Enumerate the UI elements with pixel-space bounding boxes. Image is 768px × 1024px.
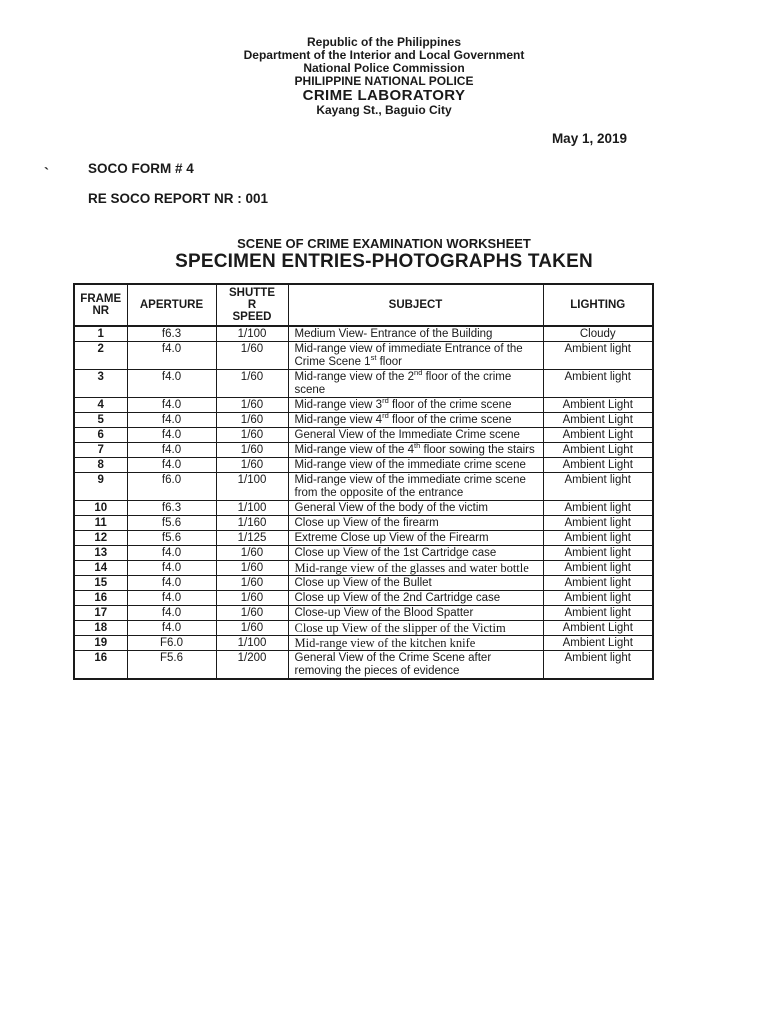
- lighting-cell: Ambient light: [543, 501, 653, 516]
- frame-cell: 11: [74, 516, 127, 531]
- table-row: [74, 531, 653, 546]
- subject-text: Mid-range view of the glasses and water bottle: [294, 560, 529, 575]
- subject-text: Close up View of the Bullet: [294, 576, 432, 589]
- subject-text: Close up View of the 1st Cartridge case: [294, 546, 497, 559]
- lighting-cell: Ambient light: [543, 531, 653, 546]
- table-row: [74, 561, 653, 576]
- shutter-cell: 1/60: [216, 443, 288, 458]
- subject-cell: [288, 443, 543, 458]
- frame-cell: 9: [74, 473, 127, 501]
- aperture-cell: f4.0: [127, 413, 216, 428]
- aperture-cell: f4.0: [127, 342, 216, 370]
- shutter-cell: 1/60: [216, 370, 288, 398]
- shutter-cell: 1/60: [216, 621, 288, 636]
- subject-text: floor of the crime scene: [294, 370, 512, 396]
- lighting-cell: Ambient Light: [543, 443, 653, 458]
- lighting-cell: Cloudy: [543, 326, 653, 342]
- frame-cell: 15: [74, 576, 127, 591]
- shutter-cell: 1/60: [216, 413, 288, 428]
- subject-text: Medium View- Entrance of the Building: [294, 327, 493, 340]
- shutter-cell: 1/60: [216, 428, 288, 443]
- aperture-cell: f5.6: [127, 531, 216, 546]
- ordinal-superscript: nd: [414, 369, 423, 377]
- frame-cell: 16: [74, 651, 127, 680]
- subject-cell: [288, 621, 543, 636]
- lighting-cell: Ambient light: [543, 591, 653, 606]
- frame-cell: 19: [74, 636, 127, 651]
- subject-cell: [288, 473, 543, 501]
- subject-cell: [288, 546, 543, 561]
- subject-cell: [288, 531, 543, 546]
- subject-text: Mid-range view of the 2: [294, 370, 415, 383]
- subject-cell: [288, 591, 543, 606]
- shutter-cell: 1/60: [216, 606, 288, 621]
- letterhead-line: Republic of the Philippines: [306, 35, 461, 49]
- table-row: [74, 636, 653, 651]
- letterhead-line: CRIME LABORATORY: [302, 87, 466, 104]
- subject-text: Mid-range view 4: [294, 413, 383, 426]
- aperture-cell: F6.0: [127, 636, 216, 651]
- subject-cell: [288, 458, 543, 473]
- subject-cell: [288, 370, 543, 398]
- subject-text: Close up View of the slipper of the Victim: [294, 620, 506, 635]
- subject-cell: [288, 342, 543, 370]
- aperture-cell: f6.3: [127, 501, 216, 516]
- lighting-cell: Ambient Light: [543, 398, 653, 413]
- aperture-cell: f4.0: [127, 546, 216, 561]
- table-row: [74, 621, 653, 636]
- frame-cell: 8: [74, 458, 127, 473]
- shutter-cell: 1/60: [216, 342, 288, 370]
- table-row: [74, 546, 653, 561]
- subject-text: General View of the body of the victim: [294, 501, 488, 514]
- frame-cell: 13: [74, 546, 127, 561]
- date: May 1, 2019: [551, 131, 627, 146]
- subject-cell: [288, 636, 543, 651]
- ordinal-superscript: th: [414, 442, 421, 450]
- subject-text: floor: [376, 355, 402, 368]
- shutter-cell: 1/125: [216, 531, 288, 546]
- table-row: [74, 342, 653, 370]
- letterhead-line: Kayang St., Baguio City: [316, 103, 452, 117]
- ordinal-superscript: rd: [382, 412, 389, 420]
- subject-cell: [288, 516, 543, 531]
- subject-text: General View of the Crime Scene after removing the pieces of evidence: [294, 651, 492, 677]
- subject-cell: [288, 413, 543, 428]
- subject-text: floor of the crime scene: [388, 413, 512, 426]
- photographs-table: [73, 283, 654, 680]
- subject-text: Mid-range view of the immediate crime scene: [294, 458, 526, 471]
- worksheet-title: SCENE OF CRIME EXAMINATION WORKSHEET: [237, 236, 531, 251]
- column-header-lighting: LIGHTING: [543, 284, 653, 326]
- shutter-cell: 1/100: [216, 473, 288, 501]
- aperture-cell: f4.0: [127, 428, 216, 443]
- stray-mark: `: [44, 165, 49, 182]
- letterhead-line: National Police Commission: [303, 61, 465, 75]
- aperture-cell: F5.6: [127, 651, 216, 680]
- column-header-subject: SUBJECT: [288, 284, 543, 326]
- frame-cell: 5: [74, 413, 127, 428]
- frame-cell: 12: [74, 531, 127, 546]
- page-title: SPECIMEN ENTRIES-PHOTOGRAPHS TAKEN: [175, 251, 593, 272]
- frame-cell: 17: [74, 606, 127, 621]
- subject-cell: [288, 398, 543, 413]
- shutter-cell: 1/100: [216, 501, 288, 516]
- subject-cell: [288, 606, 543, 621]
- aperture-cell: f4.0: [127, 370, 216, 398]
- subject-cell: [288, 501, 543, 516]
- subject-cell: [288, 326, 543, 342]
- aperture-cell: f4.0: [127, 443, 216, 458]
- subject-text: Mid-range view of the immediate crime scene from the opposite of the entrance: [294, 473, 526, 499]
- letterhead: [0, 36, 768, 117]
- table-row: [74, 326, 653, 342]
- frame-cell: 7: [74, 443, 127, 458]
- lighting-cell: Ambient light: [543, 546, 653, 561]
- aperture-cell: f4.0: [127, 606, 216, 621]
- lighting-cell: Ambient light: [543, 370, 653, 398]
- frame-cell: 4: [74, 398, 127, 413]
- lighting-cell: Ambient light: [543, 576, 653, 591]
- shutter-cell: 1/60: [216, 458, 288, 473]
- subject-text: Mid-range view of immediate Entrance of the Crime Scene 1: [294, 342, 523, 368]
- lighting-cell: Ambient Light: [543, 428, 653, 443]
- lighting-cell: Ambient light: [543, 651, 653, 680]
- subject-cell: [288, 576, 543, 591]
- subject-text: Mid-range view of the 4: [294, 443, 415, 456]
- ordinal-superscript: rd: [382, 397, 389, 405]
- frame-cell: 1: [74, 326, 127, 342]
- frame-cell: 16: [74, 591, 127, 606]
- soco-form-label: SOCO FORM # 4: [88, 161, 194, 176]
- shutter-cell: 1/60: [216, 398, 288, 413]
- table-row: [74, 370, 653, 398]
- shutter-cell: 1/200: [216, 651, 288, 680]
- frame-cell: 6: [74, 428, 127, 443]
- frame-cell: 14: [74, 561, 127, 576]
- aperture-cell: f4.0: [127, 621, 216, 636]
- table-row: [74, 398, 653, 413]
- table-row: [74, 443, 653, 458]
- aperture-cell: f4.0: [127, 458, 216, 473]
- subject-text: Close-up View of the Blood Spatter: [294, 606, 474, 619]
- table-body: [74, 326, 653, 679]
- aperture-cell: f4.0: [127, 576, 216, 591]
- lighting-cell: Ambient light: [543, 342, 653, 370]
- shutter-cell: 1/60: [216, 591, 288, 606]
- shutter-cell: 1/60: [216, 546, 288, 561]
- subject-text: Mid-range view 3: [294, 398, 383, 411]
- lighting-cell: Ambient Light: [543, 636, 653, 651]
- aperture-cell: f4.0: [127, 398, 216, 413]
- subject-text: floor of the crime scene: [388, 398, 512, 411]
- lighting-cell: Ambient light: [543, 606, 653, 621]
- table-row: [74, 516, 653, 531]
- table-row: [74, 606, 653, 621]
- aperture-cell: f6.0: [127, 473, 216, 501]
- lighting-cell: Ambient Light: [543, 621, 653, 636]
- lighting-cell: Ambient Light: [543, 413, 653, 428]
- subject-text: Close up View of the 2nd Cartridge case: [294, 591, 501, 604]
- subject-cell: [288, 651, 543, 680]
- aperture-cell: f5.6: [127, 516, 216, 531]
- subject-cell: [288, 561, 543, 576]
- table-header-row: [74, 284, 653, 326]
- frame-cell: 2: [74, 342, 127, 370]
- lighting-cell: Ambient light: [543, 561, 653, 576]
- aperture-cell: f4.0: [127, 591, 216, 606]
- re-soco-report-label: RE SOCO REPORT NR : 001: [88, 191, 269, 206]
- column-header-shutter: SHUTTE R SPEED: [216, 284, 288, 326]
- subject-cell: [288, 428, 543, 443]
- table-row: [74, 413, 653, 428]
- lighting-cell: Ambient Light: [543, 458, 653, 473]
- aperture-cell: f6.3: [127, 326, 216, 342]
- table-row: [74, 591, 653, 606]
- letterhead-line: Department of the Interior and Local Government: [243, 48, 525, 62]
- shutter-cell: 1/60: [216, 561, 288, 576]
- subject-text: Mid-range view of the kitchen knife: [294, 635, 476, 650]
- shutter-cell: 1/60: [216, 576, 288, 591]
- table-row: [74, 501, 653, 516]
- title-block: [0, 236, 768, 272]
- shutter-cell: 1/100: [216, 326, 288, 342]
- lighting-cell: Ambient light: [543, 516, 653, 531]
- frame-cell: 3: [74, 370, 127, 398]
- lighting-cell: Ambient light: [543, 473, 653, 501]
- shutter-cell: 1/100: [216, 636, 288, 651]
- subject-text: Close up View of the firearm: [294, 516, 439, 529]
- subject-text: General View of the Immediate Crime scene: [294, 428, 520, 441]
- letterhead-line: PHILIPPINE NATIONAL POLICE: [294, 74, 474, 88]
- frame-cell: 10: [74, 501, 127, 516]
- aperture-cell: f4.0: [127, 561, 216, 576]
- column-header-frame: FRAME NR: [74, 284, 127, 326]
- shutter-cell: 1/160: [216, 516, 288, 531]
- table-row: [74, 576, 653, 591]
- table-row: [74, 458, 653, 473]
- subject-text: Extreme Close up View of the Firearm: [294, 531, 489, 544]
- ordinal-superscript: st: [370, 352, 377, 362]
- table-row: [74, 473, 653, 501]
- table-row: [74, 651, 653, 680]
- subject-text: floor sowing the stairs: [420, 443, 535, 456]
- column-header-aperture: APERTURE: [127, 284, 216, 326]
- table-row: [74, 428, 653, 443]
- frame-cell: 18: [74, 621, 127, 636]
